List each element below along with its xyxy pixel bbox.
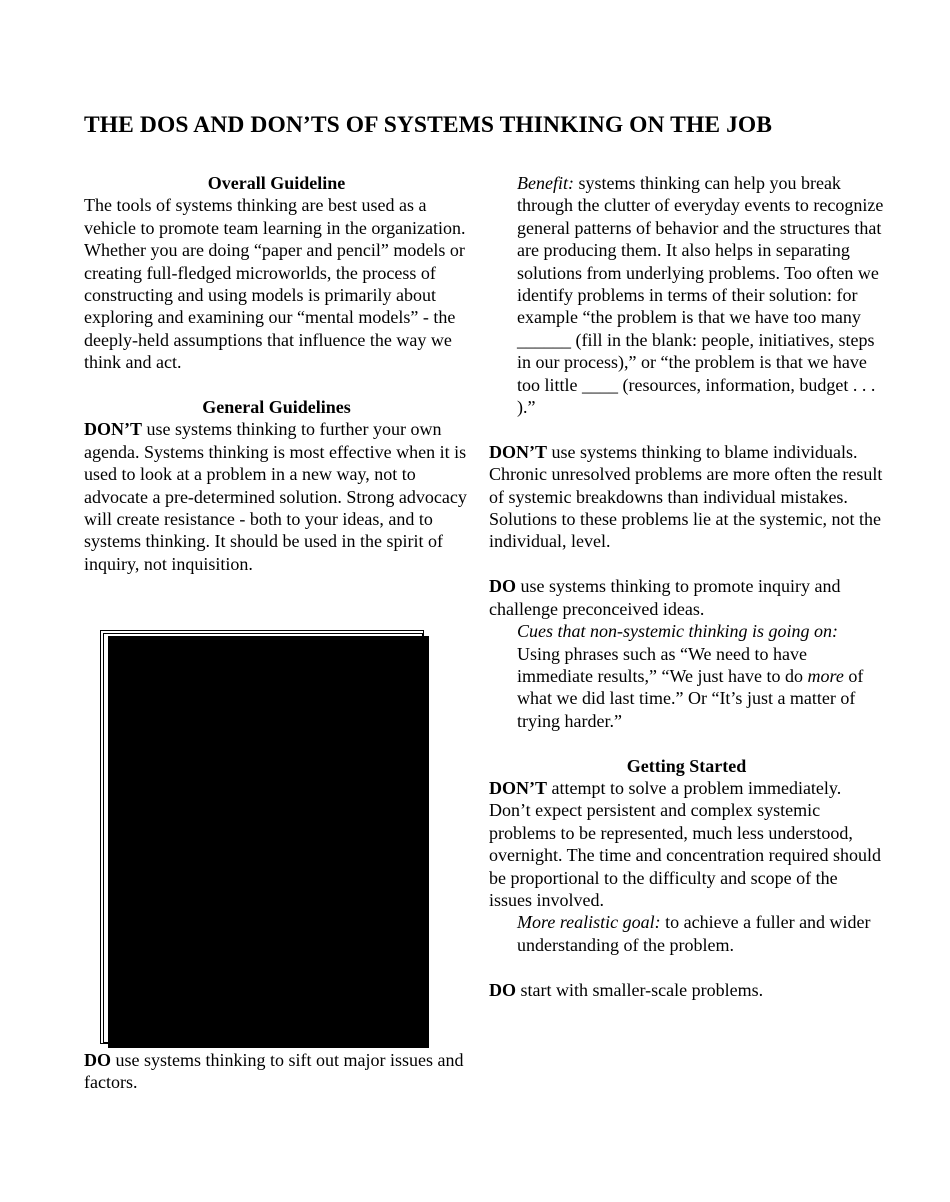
page-title: THE DOS AND DON’TS OF SYSTEMS THINKING ON THE JOB — [84, 112, 773, 138]
realistic-goal-paragraph — [489, 911, 884, 956]
benefit-paragraph — [489, 172, 884, 418]
paragraph-text: attempt to solve a problem immediately. Don’t expect persistent and complex systemic problems to be represented, much less understood, overnight. The time and concentration required should be proportional to the difficulty and scope of the issues involved. — [489, 777, 882, 910]
figure-black-box — [108, 636, 429, 1048]
general-guidelines-heading: General Guidelines — [202, 397, 351, 418]
spacer — [489, 732, 884, 754]
overall-guideline-text: The tools of systems thinking are best used as a vehicle to promote team learning in the organization. Whether you are doing “paper and pencil” models or creating full-fledged microworlds, the process of constructing and using models is primarily about exploring and examining our “mental models” - the deeply-held assumptions that influence the way we think and act. — [84, 195, 466, 373]
overall-guideline-heading: Overall Guideline — [207, 173, 346, 193]
do-sift-paragraph — [84, 1049, 469, 1094]
benefit-label: Benefit: — [517, 173, 574, 193]
dont-further-agenda-paragraph — [84, 418, 469, 575]
paragraph-text: use systems thinking to blame individuals. Chronic unresolved problems are more often the result of systemic breakdowns than individual mistakes. Solutions to these problems lie at the systemic, not the individual, level. — [489, 441, 883, 552]
paragraph-text: to achieve a fuller and wider understanding of the problem. — [517, 912, 871, 955]
do-label: DO — [489, 979, 516, 1000]
paragraph-text: Using phrases such as “We need to have immediate results,” “We just have to do — [517, 643, 808, 686]
cues-heading — [489, 620, 884, 642]
paragraph-text: use systems thinking to further your own agenda. Systems thinking is most effective when it is used to look at a problem in a new way, not to advocate a pre-determined solution. Strong advocacy will create resistance - both to your ideas, and to systems thinking. It should be used in the spirit of inquiry, not inquisition. — [84, 419, 467, 574]
spacer — [489, 553, 884, 575]
paragraph-text: start with smaller-scale problems. — [516, 979, 764, 1000]
do-smaller-scale-paragraph — [489, 979, 884, 1001]
dont-solve-immediately-paragraph — [489, 777, 884, 911]
emphasis-more: more — [807, 665, 844, 686]
paragraph-text: systems thinking can help you break through the clutter of everyday events to recognize general patterns of behavior and the structures that are producing them. It also helps in separating solutions from underlying problems. Too often we identify problems in terms of their solution: for example “the problem is that we have too many ______ (fill in the blank: people, initiatives, steps in our process),” or “the problem is that we have too little ____ (resources, information, budget . . . ).” — [517, 173, 884, 418]
cues-paragraph — [489, 643, 884, 733]
paragraph-text: use systems thinking to promote inquiry and challenge preconceived ideas. — [489, 576, 841, 619]
spacer — [489, 956, 884, 978]
spacer — [84, 374, 469, 396]
cues-label: Cues that non-systemic thinking is going on: — [517, 621, 838, 642]
left-column — [84, 172, 469, 575]
do-label: DO — [489, 576, 516, 597]
dont-label: DON’T — [489, 777, 547, 798]
right-column — [489, 172, 884, 1001]
redacted-figure — [100, 630, 430, 1050]
goal-label: More realistic goal: — [517, 912, 661, 933]
getting-started-heading: Getting Started — [626, 755, 747, 776]
paragraph-text: use systems thinking to sift out major issues and factors. — [84, 1050, 464, 1093]
do-inquiry-paragraph — [489, 575, 884, 620]
paragraph-text: of what we did last time.” Or “It’s just a matter of trying harder.” — [517, 665, 864, 731]
spacer — [489, 418, 884, 440]
left-column-bottom — [84, 1049, 469, 1094]
do-label: DO — [84, 1050, 111, 1070]
dont-label: DON’T — [84, 419, 142, 440]
dont-label: DON’T — [489, 441, 547, 462]
dont-blame-paragraph — [489, 441, 884, 553]
